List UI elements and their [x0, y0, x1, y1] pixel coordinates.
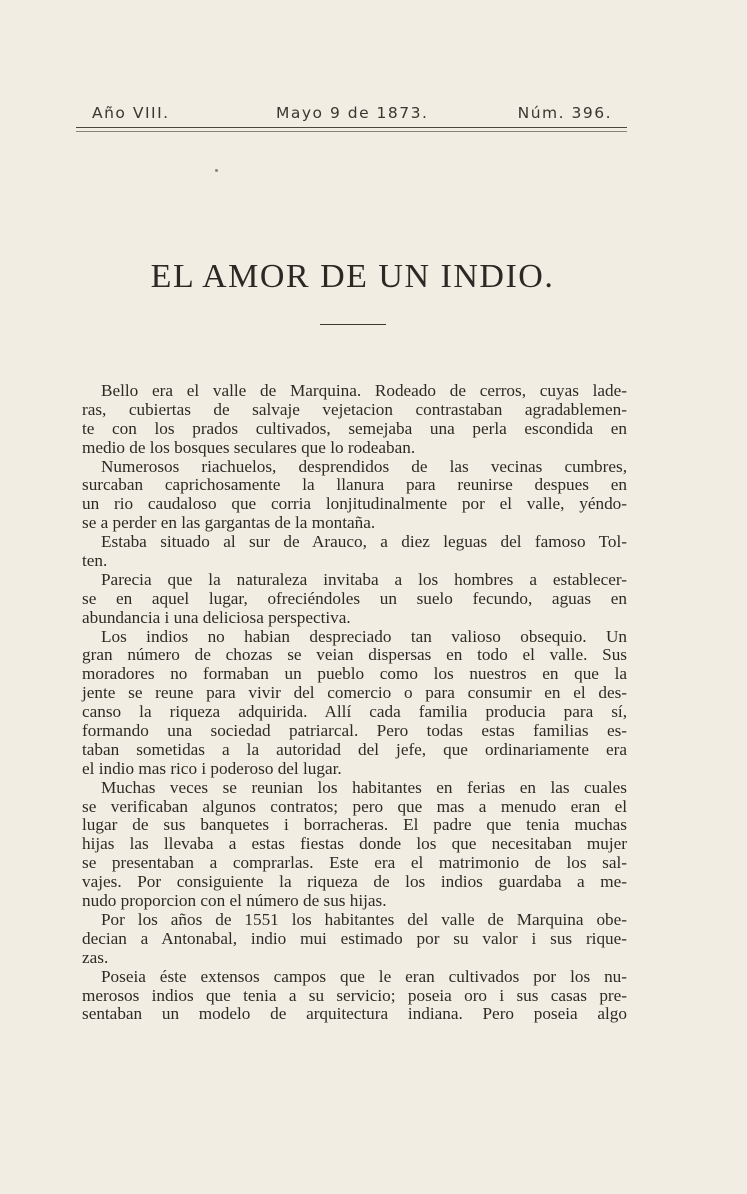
text-line: abundancia i una deliciosa perspectiva.	[82, 607, 351, 627]
text-line: Numerosos riachuelos, desprendidos de las vecinas cumbres,	[101, 456, 627, 476]
text-line: Bello era el valle de Marquina. Rodeado de cerros, cuyas lade-	[101, 381, 627, 400]
text-line: jente se reune para vivir del comercio o para consumir en el des-	[82, 683, 627, 703]
text-line: gran número de chozas se veian dispersas en todo el valle. Sus	[82, 645, 627, 665]
ink-speck	[215, 169, 218, 172]
text-line: Muchas veces se reunian los habitantes en ferias en las cuales	[101, 777, 627, 797]
text-line: canso la riqueza adquirida. Allí cada familia producia para sí,	[82, 702, 627, 722]
header-rule-thin	[76, 131, 627, 132]
text-line: surcaban caprichosamente la llanura para reunirse despues en	[82, 475, 627, 495]
text-line: se a perder en las gargantas de la montaña.	[82, 513, 376, 533]
text-line: formando una sociedad patriarcal. Pero todas estas familias es-	[82, 721, 627, 741]
text-line: sentaban un modelo de arquitectura indiana. Pero poseia algo	[82, 1004, 627, 1024]
text-line: se verificaban algunos contratos; pero que mas a menudo eran el	[82, 796, 627, 816]
text-line: decian a Antonabal, indio mui estimado por su valor i sus rique-	[82, 928, 627, 948]
text-line: ten.	[82, 551, 108, 571]
text-line: merosos indios que tenia a su servicio; poseia oro i sus casas pre-	[82, 985, 627, 1005]
text-line: taban sometidas a la autoridad del jefe, que ordinariamente era	[82, 739, 627, 759]
text-line: Los indios no habian despreciado tan valioso obsequio. Un	[101, 626, 627, 646]
text-line: un rio caudaloso que corria lonjitudinalmente por el valle, yéndo-	[82, 494, 627, 514]
text-line: ras, cubiertas de salvaje vejetacion contrastaban agradablemen-	[82, 399, 627, 419]
text-line: el indio mas rico i poderoso del lugar.	[82, 758, 342, 778]
text-line: se presentaban a comprarlas. Este era el matrimonio de los sal-	[82, 853, 627, 873]
text-line: Estaba situado al sur de Arauco, a diez leguas del famoso Tol-	[101, 532, 627, 552]
title-rule	[320, 324, 386, 325]
text-line: zas.	[82, 947, 109, 967]
text-line: Por los años de 1551 los habitantes del valle de Marquina obe-	[101, 909, 627, 929]
issue-year: Año VIII.	[92, 104, 170, 122]
header-rule	[76, 127, 627, 128]
article-body	[82, 382, 627, 1024]
text-line: Parecia que la naturaleza invitaba a los hombres a establecer-	[101, 569, 627, 589]
text-line: hijas las llevaba a estas fiestas donde los que necesitaban mujer	[82, 834, 627, 854]
running-header	[86, 104, 626, 126]
issue-number: Núm. 396.	[517, 104, 612, 122]
issue-date: Mayo 9 de 1873.	[276, 104, 429, 122]
text-line: nudo proporcion con el número de sus hijas.	[82, 891, 387, 911]
text-line: lugar de sus banquetes i borracheras. El padre que tenia muchas	[82, 815, 627, 835]
text-line: te con los prados cultivados, semejaba una perla escondida en	[82, 418, 627, 438]
text-line: moradores no formaban un pueblo como los nuestros en que la	[82, 664, 627, 684]
text-line: medio de los bosques seculares que lo rodeaban.	[82, 437, 416, 457]
article-title: EL AMOR DE UN INDIO.	[150, 258, 555, 295]
text-line: Poseia éste extensos campos que le eran cultivados por los nu-	[101, 966, 627, 986]
text-line: vajes. Por consiguiente la riqueza de los indios guardaba a me-	[82, 872, 627, 892]
text-line: se en aquel lugar, ofreciéndoles un suelo fecundo, aguas en	[82, 588, 627, 608]
